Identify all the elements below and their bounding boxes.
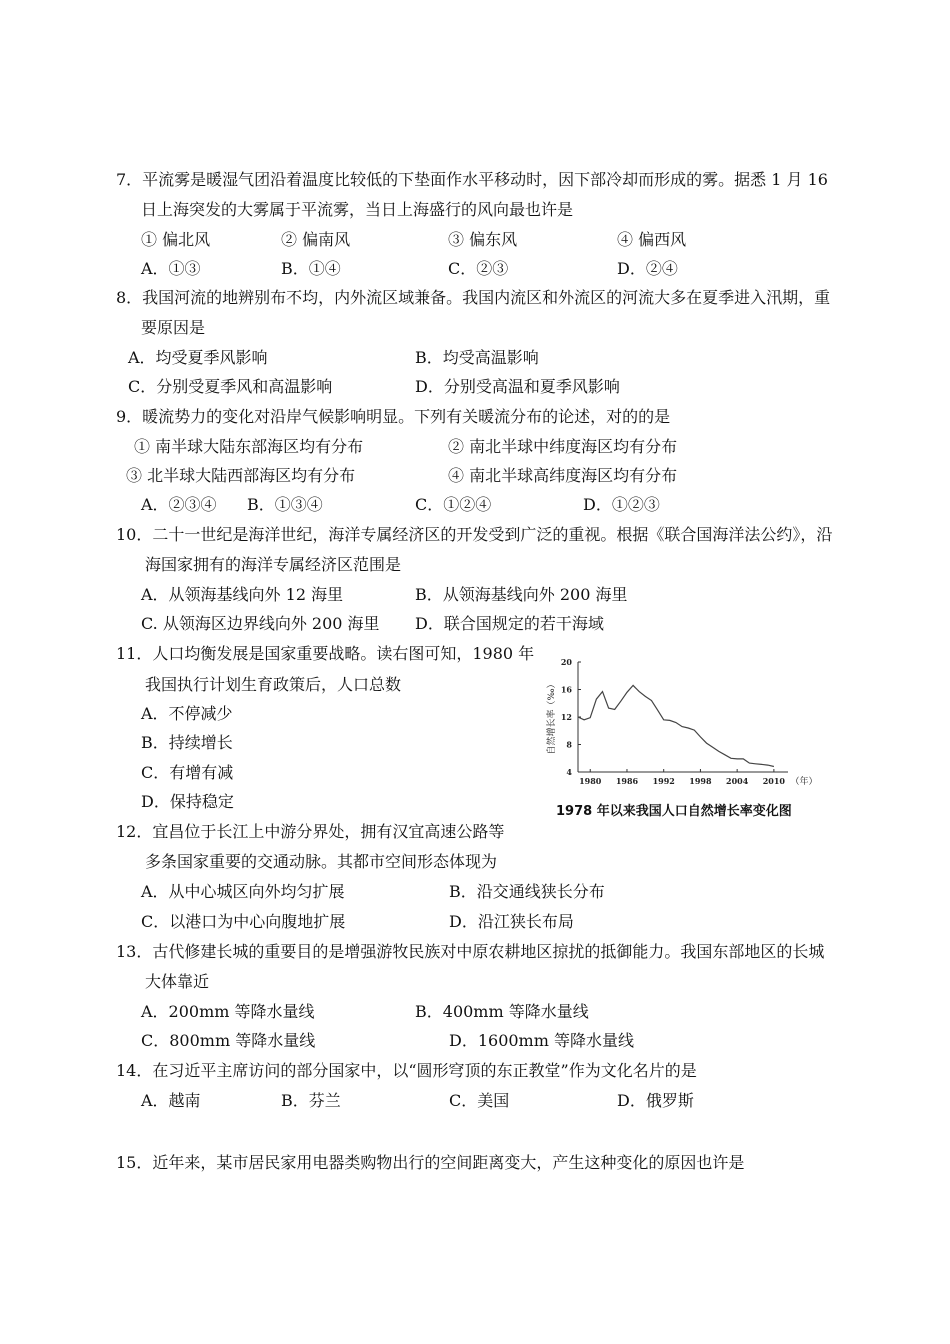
population-growth-chart <box>540 652 830 794</box>
y-axis-label: 自然增长率（‰） <box>547 679 557 755</box>
q11-option-c: C．有增有减 <box>141 763 234 782</box>
series-line-natural-growth-rate <box>578 685 774 766</box>
y-tick-label-1: 8 <box>566 739 572 750</box>
q7-option-c: C．②③ <box>448 259 509 278</box>
chart-caption: 1978 年以来我国人口自然增长率变化图 <box>556 804 792 819</box>
q7-option-a: A．①③ <box>141 259 201 278</box>
q13-option-d: D．1600mm 等降水量线 <box>449 1031 634 1050</box>
q13-option-b: B．400mm 等降水量线 <box>415 1002 589 1021</box>
q10-option-d: D．联合国规定的若干海域 <box>415 614 604 633</box>
q12-option-b: B．沿交通线狭长分布 <box>449 882 605 901</box>
q10-stem-line2: 海国家拥有的海洋专属经济区范围是 <box>145 555 402 574</box>
q13-stem-line1: 13．古代修建长城的重要目的是增强游牧民族对中原农耕地区掠扰的抵御能力。我国东部地区的长城 <box>116 942 825 961</box>
y-tick-label-4: 20 <box>560 657 572 667</box>
x-tick-label-1: 1986 <box>615 776 639 786</box>
q13-option-c: C．800mm 等降水量线 <box>141 1031 316 1050</box>
q9-option-c: C．①②④ <box>415 495 492 514</box>
q11-option-d: D．保持稳定 <box>141 792 234 811</box>
q11-option-a: A．不停减少 <box>141 704 233 723</box>
q10-stem-line1: 10．二十一世纪是海洋世纪，海洋专属经济区的开发受到广泛的重视。根据《联合国海洋法公约》，沿 <box>116 525 833 544</box>
q14-stem: 14．在习近平主席访问的部分国家中，以“圆形穹顶的东正教堂”作为文化名片的是 <box>116 1061 697 1080</box>
q10-option-b: B．从领海基线向外 200 海里 <box>415 585 628 604</box>
q8-stem-line2: 要原因是 <box>141 318 206 337</box>
q9-option-a: A．②③④ <box>141 495 217 514</box>
q9-item-4: ④ 南北半球高纬度海区均有分布 <box>448 466 678 485</box>
q8-option-a: A．均受夏季风影响 <box>128 348 268 367</box>
x-tick-label-3: 1998 <box>689 776 712 786</box>
q7-item-1: ① 偏北风 <box>141 230 211 249</box>
y-tick-label-3: 16 <box>560 684 572 695</box>
q8-option-b: B．均受高温影响 <box>415 348 539 367</box>
q11-option-b: B．持续增长 <box>141 733 233 752</box>
q8-stem-line1: 8．我国河流的地辨别布不均，内外流区域兼备。我国内流区和外流区的河流大多在夏季进入汛期，重 <box>116 288 831 307</box>
q9-item-3: ③ 北半球大陆西部海区均有分布 <box>126 466 356 485</box>
q15-stem: 15．近年来，某市居民家用电器类购物出行的空间距离变大，产生这种变化的原因也许是 <box>116 1153 745 1172</box>
q7-item-4: ④ 偏西风 <box>617 230 687 249</box>
q12-option-d: D．沿江狭长布局 <box>449 912 574 931</box>
q14-option-b: B．芬兰 <box>281 1091 341 1110</box>
q12-option-a: A．从中心城区向外均匀扩展 <box>141 882 345 901</box>
q9-item-2: ② 南北半球中纬度海区均有分布 <box>448 437 678 456</box>
q9-option-b: B．①③④ <box>247 495 323 514</box>
q14-option-d: D．俄罗斯 <box>617 1091 694 1110</box>
q14-option-c: C．美国 <box>449 1091 510 1110</box>
q12-stem-line1: 12．宜昌位于长江上中游分界处，拥有汉宜高速公路等 <box>116 822 505 841</box>
q9-item-1: ① 南半球大陆东部海区均有分布 <box>134 437 364 456</box>
q8-option-c: C．分别受夏季风和高温影响 <box>128 377 333 396</box>
q12-stem-line2: 多条国家重要的交通动脉。其都市空间形态体现为 <box>145 852 498 871</box>
x-tick-label-4: 2004 <box>726 776 749 786</box>
q9-option-d: D．①②③ <box>583 495 660 514</box>
x-tick-label-2: 1992 <box>652 776 675 786</box>
x-tick-label-5: 2010 <box>762 776 786 786</box>
q13-option-a: A．200mm 等降水量线 <box>141 1002 315 1021</box>
q7-option-b: B．①④ <box>281 259 341 278</box>
q9-stem: 9．暖流势力的变化对沿岸气候影响明显。下列有关暖流分布的论述，对的的是 <box>116 407 671 426</box>
q7-stem-line1: 7．平流雾是暖湿气团沿着温度比较低的下垫面作水平移动时，因下部冷却而形成的雾。据悉 1 月 16 <box>116 170 828 189</box>
q7-stem-line2: 日上海突发的大雾属于平流雾，当日上海盛行的风向最也许是 <box>141 200 574 219</box>
q11-stem-line1: 11．人口均衡发展是国家重要战略。读右图可知，1980 年 <box>116 644 535 663</box>
q10-option-a: A．从领海基线向外 12 海里 <box>141 585 344 604</box>
q11-stem-line2: 我国执行计划生育政策后，人口总数 <box>145 675 402 694</box>
x-tick-label-0: 1980 <box>579 776 602 786</box>
q8-option-d: D．分别受高温和夏季风影响 <box>415 377 620 396</box>
x-axis-label: （年） <box>790 777 818 787</box>
q12-option-c: C．以港口为中心向腹地扩展 <box>141 912 346 931</box>
q13-stem-line2: 大体靠近 <box>145 972 210 991</box>
y-tick-label-0: 4 <box>566 767 572 777</box>
q14-option-a: A．越南 <box>141 1091 201 1110</box>
q10-option-c: C. 从领海区边界线向外 200 海里 <box>141 614 380 633</box>
y-tick-label-2: 12 <box>560 712 572 722</box>
q7-option-d: D．②④ <box>617 259 678 278</box>
q7-item-3: ③ 偏东风 <box>448 230 518 249</box>
q7-item-2: ② 偏南风 <box>281 230 351 249</box>
